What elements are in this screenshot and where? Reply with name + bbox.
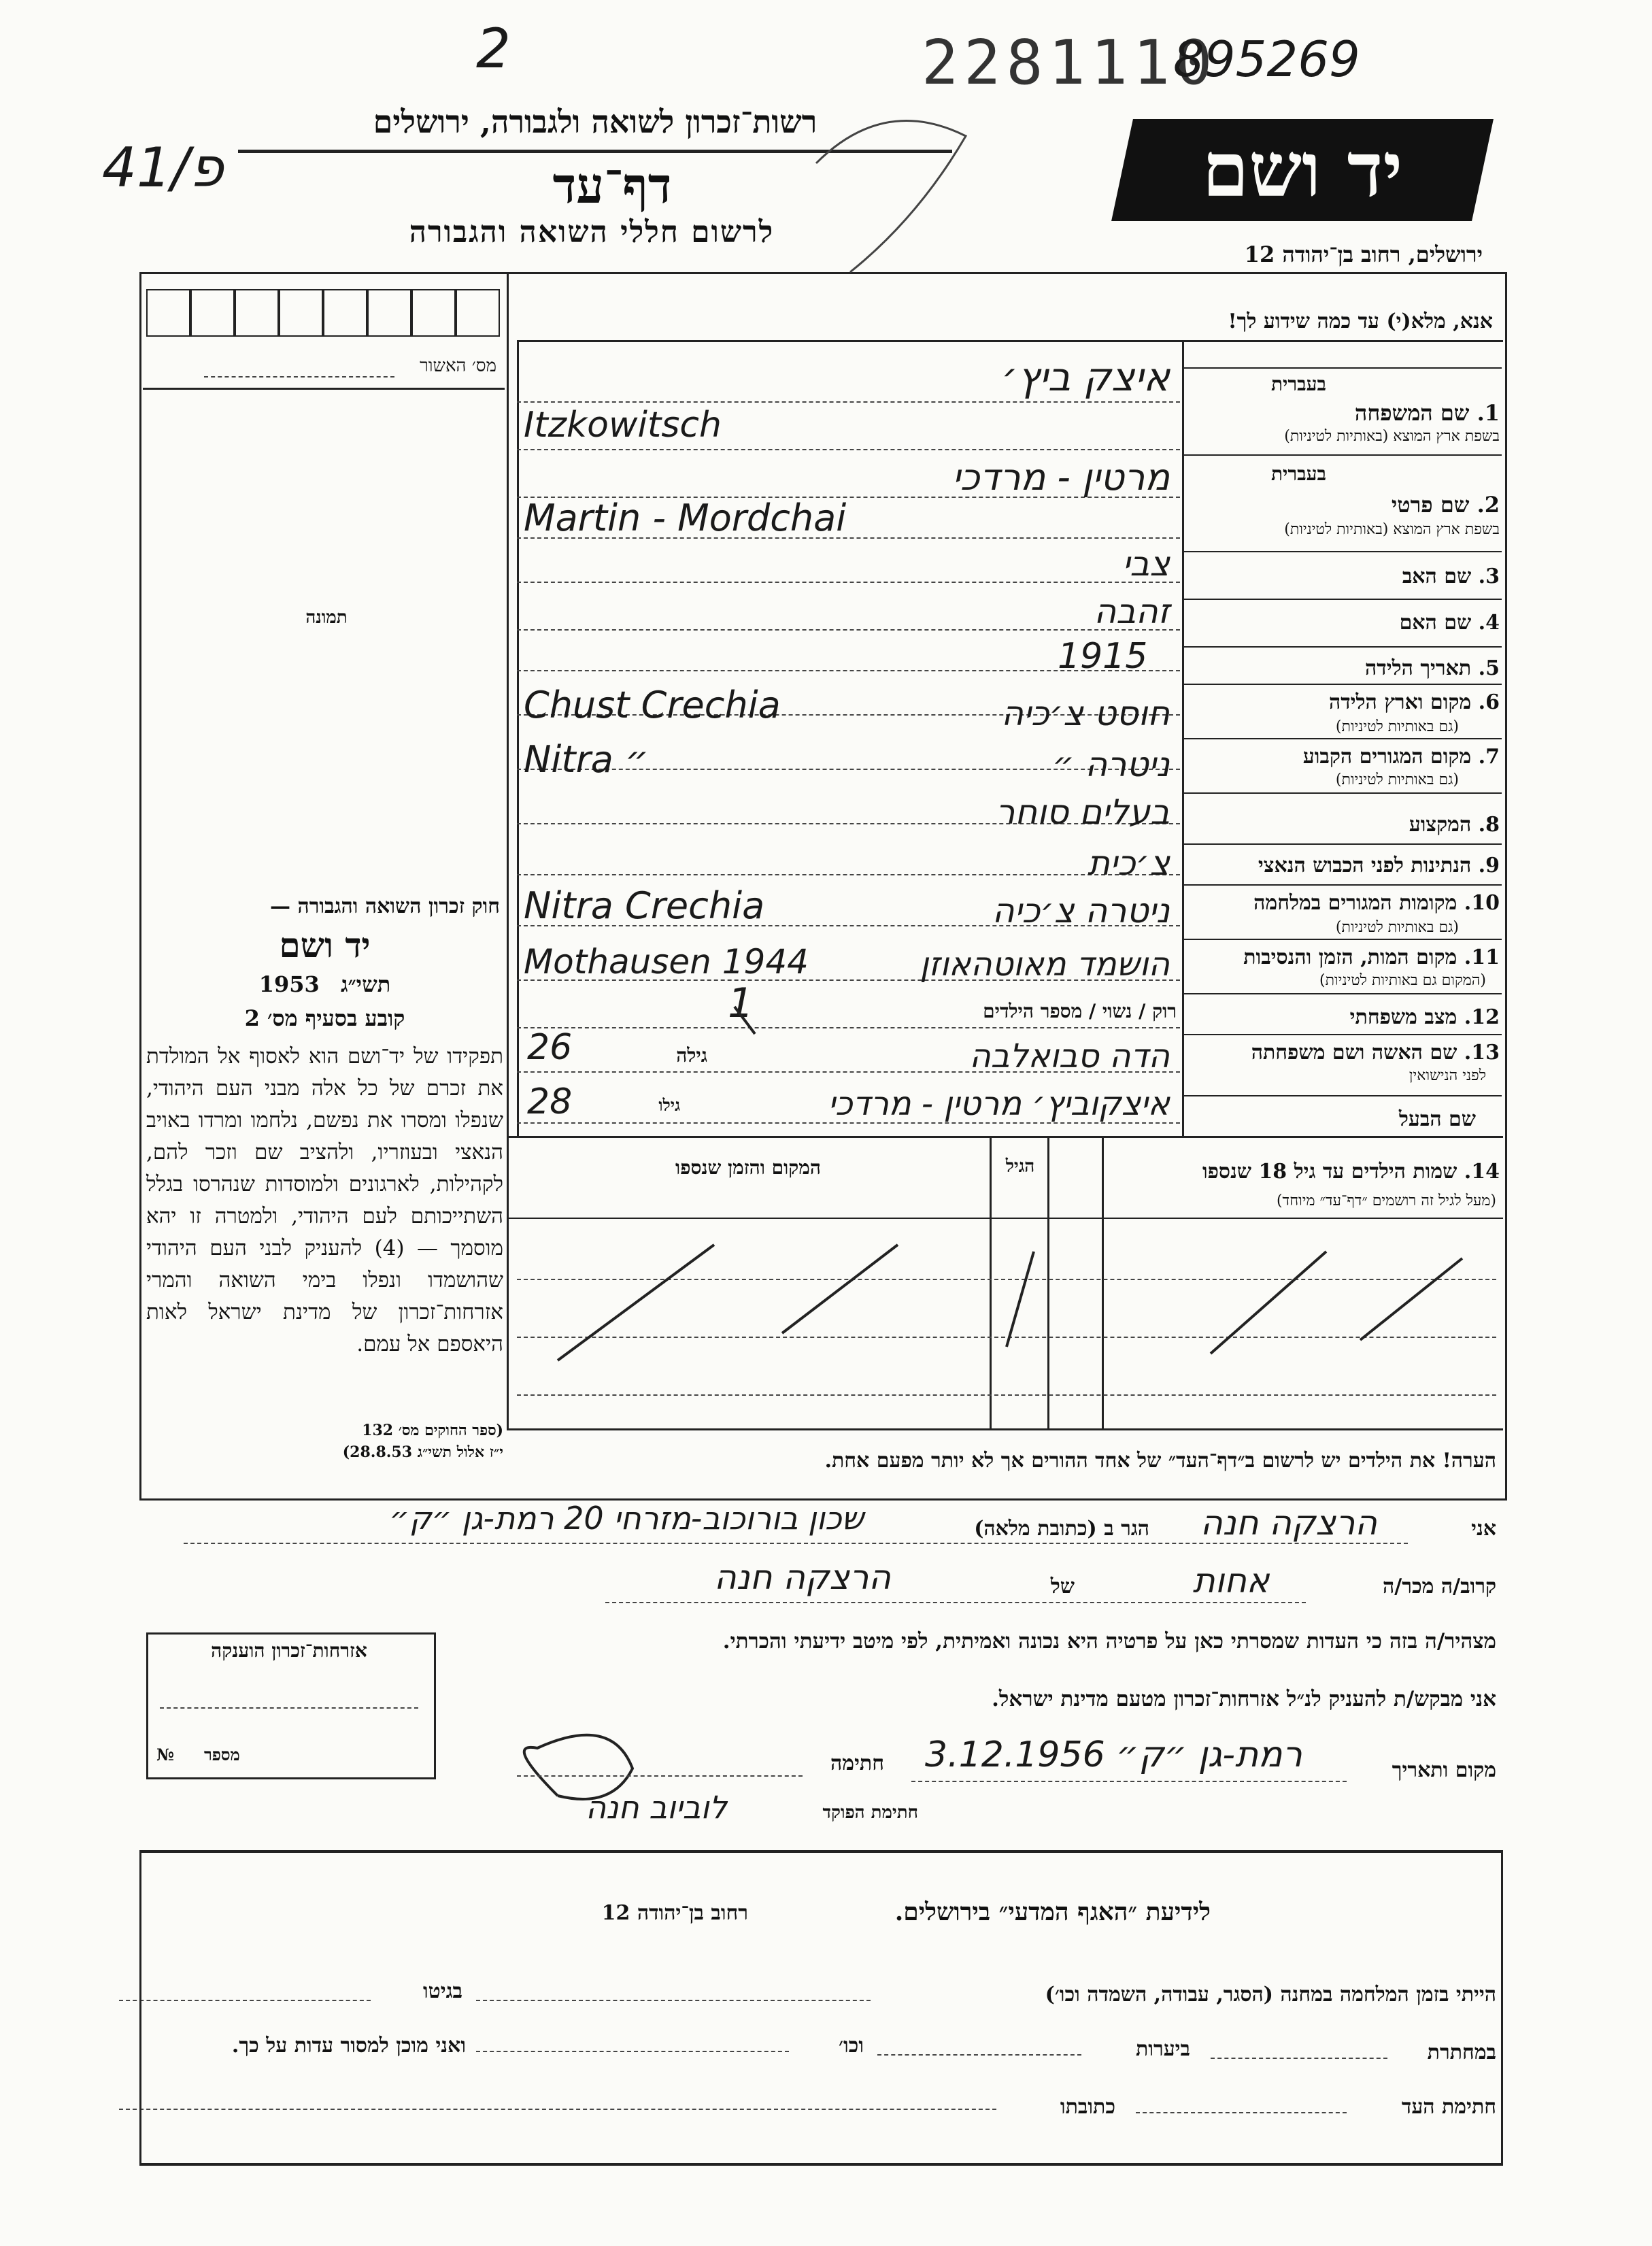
field-13-label [1190, 1041, 1500, 1065]
row-rule [1182, 684, 1502, 685]
field-2-value-hebrew: מרטין - מרדכי [951, 456, 1170, 499]
approval-number-boxes [146, 289, 500, 337]
place-date-value: רמת-גן ״ק״ 3.12.1956 [925, 1734, 1302, 1775]
children-age-header: הגיל [1005, 1156, 1035, 1177]
footer-right-edge [1501, 1850, 1503, 2165]
signature-label: חתימה [830, 1751, 884, 1775]
footer-address-line [119, 2109, 996, 2110]
citizenship-box-number-label: מספר [204, 1745, 240, 1764]
row-rule [1182, 738, 1502, 739]
children-place-header: המקום והזמן שנספו [675, 1156, 821, 1179]
row-rule [1182, 367, 1502, 369]
field-7-value-hebrew: ניטרה ״ [1052, 745, 1170, 784]
footer-ghetto-label: בגיטו [422, 1979, 462, 2003]
field-10-num: 10. [1464, 891, 1500, 915]
footer-bottom-rule [139, 2163, 1503, 2166]
handwritten-mark: 2 [476, 17, 511, 80]
field-11-num: 11. [1464, 945, 1500, 969]
children-row-line [517, 1394, 1496, 1396]
footer-title: לידיעת ״האגף המדעי״ בירושלים. [894, 1898, 1211, 1926]
footer-ghetto-line [119, 2000, 371, 2001]
law-reference-date: י״ז אלול תשי״ג 28.8.53) [342, 1443, 503, 1461]
footer-etc-line [476, 2051, 789, 2052]
footer-etc-label: וכו׳ [839, 2034, 864, 2058]
declarant-label: אני [1471, 1517, 1496, 1541]
declaration-line [184, 1543, 1408, 1544]
field-10-value-hebrew: ניטרה צ׳כיה [992, 891, 1170, 931]
field-2-hebrew-tag: בעברית [1270, 463, 1326, 485]
note-text: הערה! את הילדים יש לרשום ב״דף־העד״ של אחד ההורים אך לא יותר מפעם אחת. [824, 1449, 1496, 1473]
lives-at-label: הגר ב (כתובת מלאה) [974, 1517, 1149, 1541]
field-4-title: שם האם [1399, 611, 1472, 635]
field-11-value-hebrew: הושמד מאוטהאוזן [920, 945, 1170, 984]
margin-note: 41/פ [102, 136, 224, 199]
field-10-label [1190, 891, 1500, 915]
of-value: הרצקה חנה [714, 1558, 891, 1597]
children-header-rule [507, 1218, 1503, 1219]
husband-age-label: גילו [658, 1095, 680, 1115]
field-4-num: 4. [1478, 611, 1500, 635]
field-12-options: רוק / נשוי / מספר הילדים [983, 1000, 1177, 1022]
law-title: חוק זכרון השואה והגבורה — [270, 894, 500, 918]
husband-value: איצקוביץ׳ מרטין - מרדכי [828, 1085, 1170, 1123]
officer-value: לוביוב חנה [586, 1789, 727, 1826]
place-date-line [911, 1781, 1347, 1782]
children-label [1109, 1160, 1500, 1184]
field-1-sub: בשפת ארץ המוצא (באותיות לטיניות) [1284, 428, 1500, 445]
field-5-title: תאריך הלידה [1365, 656, 1472, 680]
field-1-title: שם המשפחה [1354, 400, 1470, 426]
archive-number-handwritten: 895269 [1173, 31, 1360, 88]
row-rule [1182, 792, 1502, 794]
citizenship-request: אני מבקש/ת להעניק לנ״ל אזרחות־זכרון מטעם מדינת ישראל. [992, 1687, 1496, 1711]
officer-label: חתימת הפוקד [822, 1803, 918, 1823]
field-4-value: זהבה [1094, 592, 1170, 631]
row-rule [1182, 939, 1502, 940]
footer-left-edge [139, 1850, 141, 2165]
children-title: שמות הילדים עד גיל 18 שנספו [1202, 1160, 1457, 1184]
field-8-value: בעלים סוחר [996, 792, 1170, 832]
signature-line [517, 1775, 803, 1777]
header-address: ירושלים, רחוב בן־יהודה 12 [1244, 241, 1483, 267]
place-date-label: מקום ותאריך [1392, 1758, 1496, 1782]
footer-forests-line [877, 2054, 1081, 2056]
approval-number-line [204, 376, 394, 378]
law-year-row [150, 971, 500, 997]
field-7-label [1190, 745, 1500, 769]
note-top-rule [507, 1428, 1503, 1430]
field-7-value-latin: Nitra ״ [524, 738, 649, 781]
row-rule [1182, 1095, 1502, 1096]
field-12-num: 12. [1464, 1005, 1500, 1029]
field-6-num: 6. [1478, 690, 1500, 714]
footer-testimony-label: ואני מוכן למסור עדות על כך. [231, 2034, 466, 2058]
relation-line [605, 1602, 1306, 1603]
row-rule [1182, 454, 1502, 456]
footer-top-rule [139, 1850, 1503, 1853]
field-5-num: 5. [1478, 656, 1500, 680]
of-label: של [1050, 1575, 1075, 1598]
children-col-divider [1102, 1136, 1104, 1428]
citizenship-box-number-row [156, 1745, 422, 1764]
field-10-value-latin: Nitra Crechia [524, 884, 765, 927]
archive-number: 2281110 [922, 27, 1218, 99]
field-7-title: מקום המגורים הקבוע [1302, 745, 1472, 769]
field-6-sub: (גם באותיות לטיניות) [1335, 718, 1459, 735]
field-1-label [1190, 400, 1500, 426]
field-13-value: הדה סבואלבה [969, 1037, 1170, 1075]
logo-text: יד ושם [1202, 126, 1403, 214]
law-year: 1953 [258, 971, 320, 997]
field-6-value-hebrew: חוסט צ׳כיה [1001, 694, 1170, 733]
field-2-label [1190, 492, 1500, 518]
children-top-rule [507, 1136, 1503, 1138]
entry-line [517, 1027, 1180, 1028]
field-9-num: 9. [1478, 854, 1500, 877]
field-8-label [1190, 813, 1500, 837]
form-title: דף־עד [552, 156, 672, 214]
field-6-label [1190, 690, 1500, 714]
field-3-num: 3. [1478, 565, 1500, 588]
footer-forests-label: ביערות [1135, 2037, 1190, 2061]
law-reference: (ספר החוקים מס׳ 132 [362, 1422, 503, 1439]
citizenship-box-line [160, 1707, 418, 1709]
law-text: תפקידו של יד־ושם הוא לאסוף אל המולדת את זכרם של כל אלה מבני העם היהודי, שנפלו ומסרו את נפשם, נלחמו ומרדו באויב הנאצי ובעוזריו, ולהציב שם וזכר להם, לקהילות, לארגונים ולמוסדות שנהרסו בגלל השתייכותם לעם היהודי, ולמטרה זו יהא מוסמך — (4) להעניק לבני העם היהודי שהושמדו ונפלו בימי השואה והמרי אזרחות־זכרון של מדינת ישראל לאות היאספם אל עמם. [146, 1044, 503, 1356]
entry-line [517, 401, 1180, 403]
header-rule [238, 150, 952, 153]
row-rule [1182, 884, 1502, 886]
field-2-sub: בשפת ארץ המוצא (באותיות לטיניות) [1284, 521, 1500, 538]
field-2-value-latin: Martin - Mordchai [524, 497, 847, 539]
law-name: יד ושם [279, 925, 371, 965]
field-11-sub: (המקום גם באותיות לטיניות) [1319, 972, 1486, 989]
field-11-label [1190, 945, 1500, 969]
photo-label: תמונה [305, 607, 348, 628]
field-10-sub: (גם באותיות לטיניות) [1335, 919, 1459, 936]
field-11-value-latin: Mothausen 1944 [524, 942, 809, 982]
husband-label: שם הבעל [1398, 1107, 1476, 1131]
field-1-value-hebrew: איצק ביץ׳ [1001, 354, 1170, 400]
field-1-value-latin: Itzkowitsch [524, 405, 722, 446]
entry-line [517, 449, 1180, 450]
field-2-title: שם פרטי [1391, 492, 1470, 518]
citizenship-box-title: אזרחות־זכרון הוענקה [211, 1639, 367, 1662]
field-5-value: 1915 [1058, 636, 1148, 677]
row-rule [1182, 646, 1502, 648]
field-13-sub: לפני הנישואין [1409, 1067, 1486, 1084]
field-11-title: מקום המות, הזמן והנסיבות [1243, 945, 1457, 969]
field-6-title: מקום וארץ הלידה [1328, 690, 1472, 714]
photo-area [143, 388, 505, 879]
husband-age: 28 [527, 1082, 573, 1122]
row-rule [1182, 599, 1502, 600]
relation-value: אחות [1192, 1561, 1270, 1600]
address-value: שכון בורוכוב-מזרחי 20 רמת-גן ״ק״ [389, 1500, 864, 1537]
row-rule [1182, 1034, 1502, 1035]
footer-underground-line [1211, 2058, 1387, 2059]
footer-camp-label: הייתי בזמן המלחמה במחנה (הסגר, עבודה, השמדה וכו׳) [1045, 1983, 1496, 2007]
footer-address: רחוב בן־יהודה 12 [601, 1901, 748, 1925]
field-5-label [1190, 656, 1500, 680]
law-clause: קובע בסעיף מס׳ 2 [244, 1005, 405, 1031]
request-rule [517, 340, 1503, 342]
children-sub: (מעל לגיל זה רושמים ״דף־עד״ מיוחד) [1276, 1192, 1496, 1209]
form-subtitle: לרשום חללי השואה והגבורה [409, 215, 775, 250]
row-rule [1182, 843, 1502, 845]
row-rule [1182, 993, 1502, 994]
children-row-line [517, 1337, 1496, 1338]
declaration-statement: מצהיר/ה בזה כי העדות שמסרתי כאן על פרטיה היא נכונה ואמיתית, לפי מיטב ידיעתי והכרתי. [722, 1629, 1496, 1654]
field-2-num: 2. [1477, 492, 1500, 518]
field-7-num: 7. [1478, 745, 1500, 769]
footer-address-label: כתובתו [1060, 2095, 1115, 2119]
row-rule [1182, 551, 1502, 552]
law-year-hebrew: תשי״ג [340, 971, 391, 997]
field-10-title: מקומות המגורים במלחמה [1253, 891, 1457, 915]
field-9-title: הנתינות לפני הכבוש הנאצי [1258, 854, 1472, 877]
field-8-title: המקצוע [1409, 813, 1472, 837]
field-13-age-label: גילה [676, 1044, 707, 1067]
field-6-value-latin: Chust Crechia [524, 684, 781, 726]
field-3-label [1190, 565, 1500, 588]
left-panel-divider [507, 272, 509, 1430]
field-9-value: צ׳כית [1088, 843, 1170, 883]
field-9-label [1190, 854, 1500, 877]
field-12-value: 1 [728, 979, 754, 1027]
entry-column-edge [517, 340, 519, 1136]
field-12-label [1190, 1005, 1500, 1029]
children-row-line [517, 1279, 1496, 1280]
footer-witness-signature-line [1136, 2112, 1347, 2113]
children-col-divider [990, 1136, 992, 1428]
field-13-age: 26 [527, 1027, 573, 1068]
children-col-divider [1047, 1136, 1049, 1428]
footer-camp-line [476, 2000, 871, 2001]
relative-label: קרוב/ה מכר/ה [1383, 1575, 1496, 1598]
field-12-title: מצב משפחתי [1349, 1005, 1457, 1029]
field-1-num: 1. [1477, 400, 1500, 426]
field-3-title: שם האב [1402, 565, 1472, 588]
field-13-title: שם האשה ושם משפחתה [1251, 1041, 1457, 1065]
field-4-label [1190, 611, 1500, 635]
footer-underground-label: במחתרת [1427, 2041, 1496, 2064]
field-8-num: 8. [1478, 813, 1500, 837]
field-1-hebrew-tag: בעברית [1270, 373, 1326, 395]
field-3-value: צבי [1122, 544, 1170, 584]
field-7-sub: (גם באותיות לטיניות) [1335, 771, 1459, 788]
children-num: 14. [1464, 1160, 1500, 1184]
authority-name: רשות־זכרון לשואה ולגבורה, ירושלים [373, 103, 817, 140]
approval-number-label: מס׳ האשור [420, 356, 496, 376]
declarant-value: הרצקה חנה [1200, 1503, 1377, 1543]
fill-request: אנא, מלא(י) עד כמה שידוע לך! [1228, 309, 1493, 333]
field-13-num: 13. [1464, 1041, 1500, 1065]
citizenship-box-no: № [156, 1745, 175, 1764]
footer-witness-signature-label: חתימת העד [1401, 2095, 1496, 2119]
